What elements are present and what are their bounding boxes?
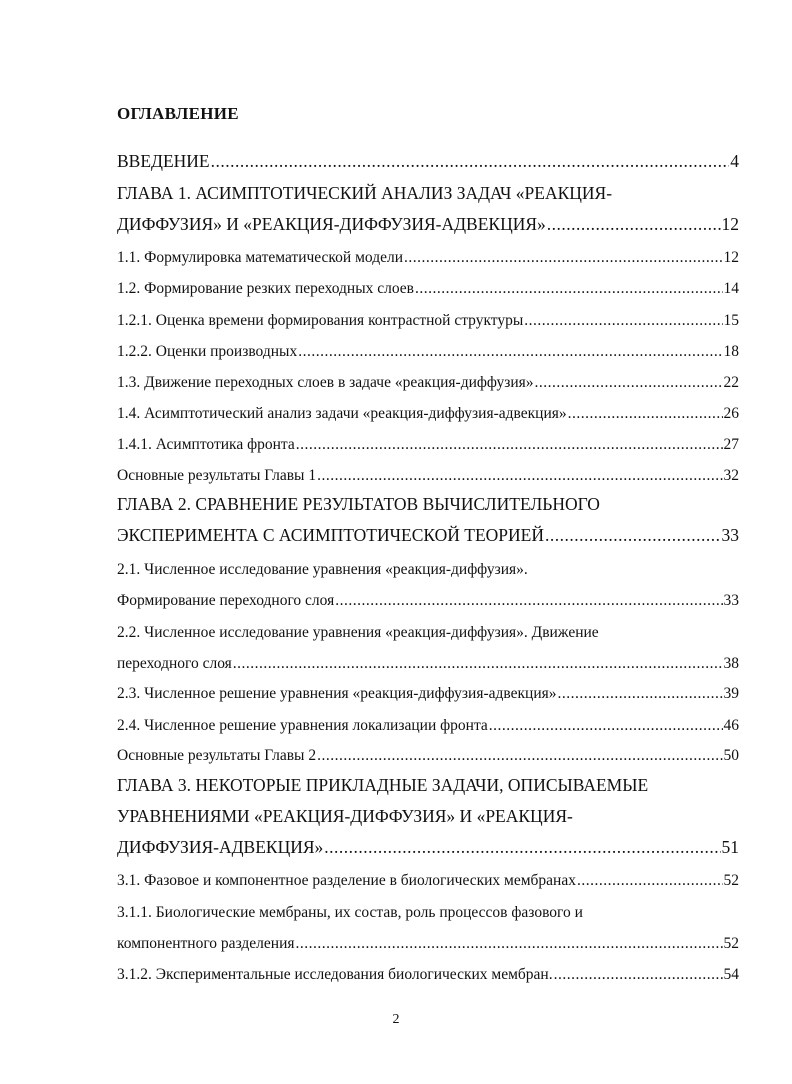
toc-entry-title: ДИФФУЗИЯ-АДВЕКЦИЯ» — [117, 837, 324, 857]
toc-entry-title: ДИФФУЗИЯ» И «РЕАКЦИЯ-ДИФФУЗИЯ-АДВЕКЦИЯ» — [117, 214, 546, 234]
toc-entry[interactable] — [117, 522, 739, 546]
toc-leader — [404, 249, 722, 267]
toc-entry[interactable] — [117, 148, 739, 172]
toc-entry-title: 3.1. Фазовое и компонентное разделение в биологических мембранах — [117, 872, 576, 889]
toc-entry[interactable] — [117, 180, 739, 204]
toc-entry-page: 46 — [723, 717, 739, 734]
toc-entry-title: 3.1.2. Экспериментальные исследования биологических мембран. — [117, 966, 553, 983]
toc-entry[interactable] — [117, 461, 739, 485]
toc-leader — [547, 214, 721, 235]
toc-leader — [296, 935, 723, 953]
toc-entry-page: 52 — [723, 935, 739, 952]
toc-entry[interactable] — [117, 368, 739, 392]
toc-heading: ОГЛАВЛЕНИЕ — [117, 104, 239, 123]
toc-entry-title: ГЛАВА 2. СРАВНЕНИЕ РЕЗУЛЬТАТОВ ВЫЧИСЛИТЕЛЬНОГО — [117, 494, 600, 514]
toc-leader — [233, 655, 723, 673]
toc-leader — [489, 717, 723, 735]
toc-leader — [577, 872, 723, 890]
toc-entry[interactable] — [117, 649, 739, 673]
toc-entry-title: 1.1. Формулировка математической модели — [117, 249, 404, 266]
page-number: 2 — [392, 1012, 400, 1027]
toc-leader — [211, 151, 730, 172]
toc-leader — [558, 685, 723, 703]
toc-entry[interactable] — [117, 337, 739, 361]
toc-entry-title: УРАВНЕНИЯМИ «РЕАКЦИЯ-ДИФФУЗИЯ» И «РЕАКЦИЯ- — [117, 806, 573, 826]
toc-entry-page: 4 — [730, 151, 739, 171]
toc-entry[interactable] — [117, 306, 739, 330]
toc-leader — [568, 405, 723, 423]
toc-leader — [415, 280, 722, 298]
toc-entry-page: 50 — [723, 747, 739, 764]
toc-entry-title: 3.1.1. Биологические мембраны, их состав, роль процессов фазового и — [117, 904, 583, 921]
toc-entry-page: 52 — [723, 872, 739, 889]
toc-entry[interactable] — [117, 711, 739, 735]
toc-leader — [535, 374, 723, 392]
toc-leader — [296, 436, 723, 454]
toc-leader — [524, 312, 722, 330]
toc-entry-page: 38 — [723, 655, 739, 672]
toc-entry-title: Основные результаты Главы 2 — [117, 747, 317, 764]
toc-leader — [317, 467, 722, 485]
toc-entry-page: 12 — [723, 249, 739, 266]
toc-leader — [545, 525, 721, 546]
toc-entry-title: переходного слоя — [117, 655, 232, 672]
toc-entry-title: ЭКСПЕРИМЕНТА С АСИМПТОТИЧЕСКОЙ ТЕОРИЕЙ — [117, 525, 544, 545]
toc-entry-page: 18 — [723, 343, 739, 360]
toc-entry-title: 2.1. Численное исследование уравнения «реакция-диффузия». — [117, 561, 528, 578]
toc-entry-title: 1.4.1. Асимптотика фронта — [117, 436, 295, 453]
toc-leader — [298, 343, 722, 361]
toc-entry[interactable] — [117, 898, 739, 922]
toc-entry-page: 15 — [723, 312, 739, 329]
toc-entry-title: ГЛАВА 3. НЕКОТОРЫЕ ПРИКЛАДНЫЕ ЗАДАЧИ, ОПИСЫВАЕМЫЕ — [117, 775, 649, 795]
toc-entry-title: 1.2.1. Оценка времени формирования контрастной структуры — [117, 312, 524, 329]
toc-entry-title: Основные результаты Главы 1 — [117, 467, 317, 484]
toc-entry[interactable] — [117, 929, 739, 953]
toc-entry[interactable] — [117, 741, 739, 765]
toc-entry[interactable] — [117, 211, 739, 235]
toc-entry[interactable] — [117, 555, 739, 579]
toc-entry[interactable] — [117, 430, 739, 454]
toc-entry-title: 1.4. Асимптотический анализ задачи «реакция-диффузия-адвекция» — [117, 405, 567, 422]
toc-entry-title: ВВЕДЕНИЕ — [117, 151, 210, 171]
toc-entry-title: 2.4. Численное решение уравнения локализации фронта — [117, 717, 488, 734]
toc-entry-title: ГЛАВА 1. АСИМПТОТИЧЕСКИЙ АНАЛИЗ ЗАДАЧ «РЕАКЦИЯ- — [117, 183, 613, 203]
toc-entry-page: 33 — [721, 525, 739, 545]
toc-entry-title: 2.3. Численное решение уравнения «реакция-диффузия-адвекция» — [117, 685, 557, 702]
toc-entry-page: 12 — [721, 214, 739, 234]
toc-entry-page: 51 — [721, 837, 739, 857]
toc-entry[interactable] — [117, 803, 739, 827]
toc-entry-title: 2.2. Численное исследование уравнения «реакция-диффузия». Движение — [117, 624, 599, 641]
toc-entry-title: 1.3. Движение переходных слоев в задаче «реакция-диффузия» — [117, 374, 534, 391]
toc-leader — [335, 592, 722, 610]
toc-entry-page: 27 — [723, 436, 739, 453]
toc-entry-page: 33 — [723, 592, 739, 609]
toc-entry-page: 26 — [723, 405, 739, 422]
toc-entry-title: 1.2.2. Оценки производных — [117, 343, 298, 360]
toc-entry[interactable] — [117, 960, 739, 984]
toc-leader — [324, 837, 720, 858]
toc-entry-page: 39 — [723, 685, 739, 702]
toc-entry[interactable] — [117, 834, 739, 858]
toc-entry-title: 1.2. Формирование резких переходных слоев — [117, 280, 415, 297]
toc-entry-page: 32 — [723, 467, 739, 484]
toc-entry-page: 22 — [723, 374, 739, 391]
toc-entry[interactable] — [117, 243, 739, 267]
toc-entry[interactable] — [117, 866, 739, 890]
toc-entry-title: Формирование переходного слоя — [117, 592, 335, 609]
toc-entry-title: компонентного разделения — [117, 935, 295, 952]
toc-entry[interactable] — [117, 772, 739, 796]
toc-entry[interactable] — [117, 274, 739, 298]
toc-entry[interactable] — [117, 491, 739, 515]
toc-entry[interactable] — [117, 399, 739, 423]
toc-leader — [554, 966, 723, 984]
toc-entry[interactable] — [117, 618, 739, 642]
toc-entry[interactable] — [117, 679, 739, 703]
toc-entry-page: 14 — [723, 280, 739, 297]
toc-leader — [317, 747, 722, 765]
toc-entry[interactable] — [117, 586, 739, 610]
toc-entry-page: 54 — [723, 966, 739, 983]
